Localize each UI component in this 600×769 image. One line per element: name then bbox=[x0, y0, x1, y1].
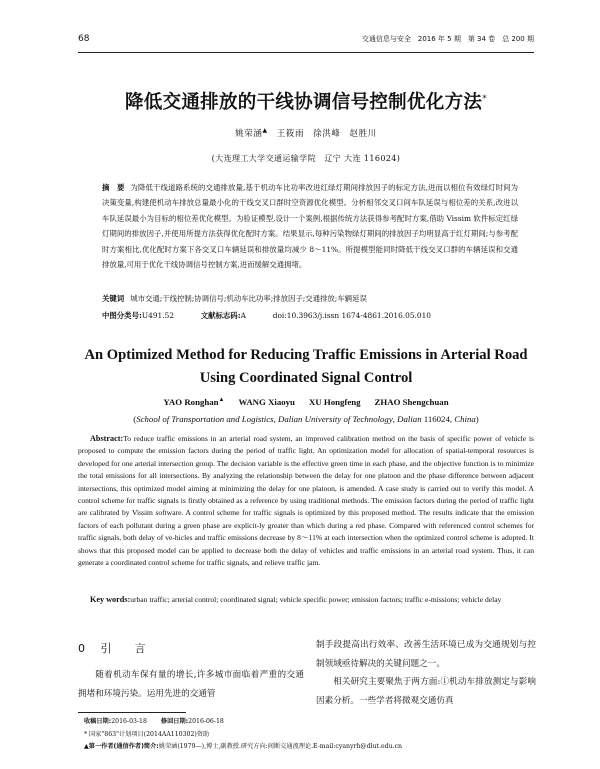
abstract-chinese bbox=[102, 180, 518, 272]
doi-value: 10.3963/j.issn 1674-4861.2016.05.010 bbox=[286, 311, 431, 320]
intro-paragraph-1: 随着机动车保有量的增长,许多城市面临着严重的交通拥堵和环境污染。运用先进的交通管 bbox=[78, 670, 304, 699]
body-column-right bbox=[316, 636, 536, 710]
keywords-text-cn: 城市交通;干线控制;协调信号;机动车比功率;排放因子;交通排放;车辆延误 bbox=[130, 294, 367, 303]
other-authors-cn: 王筱雨 徐洪峰 赵胜川 bbox=[267, 129, 377, 139]
section-number: 0 bbox=[78, 642, 91, 655]
title-footnote-mark: * bbox=[482, 93, 487, 104]
abstract-english bbox=[78, 433, 534, 569]
funding-note: * 国家"863"计划项目(2014AA110302)资助 bbox=[84, 730, 210, 738]
journal-info: 交通信息与安全 2016 年 5 期 第 34 卷 总 200 期 bbox=[361, 35, 534, 43]
first-author-en: YAO Ronghan bbox=[163, 397, 219, 407]
corresponding-mark: ▲ bbox=[262, 127, 268, 135]
title-chinese bbox=[78, 88, 534, 114]
aff-paren-open: ( bbox=[133, 414, 137, 424]
author-bio-text: 姚荣涵(1979—),博士,副教授.研究方向:间断交通流理论.E-mail:cyanyrh@dlut.edu.cn bbox=[158, 743, 403, 750]
corresponding-mark-en: ▲ bbox=[218, 397, 225, 404]
intro-paragraph-2: 相关研究主要聚焦于两方面:①机动车排放测定与影响因素分析。一些学者将微观交通仿真 bbox=[316, 677, 536, 706]
keywords-label-cn: 关键词 bbox=[102, 294, 125, 303]
document-code-label: 文献标志码: bbox=[200, 311, 241, 320]
document-code-value: A bbox=[240, 311, 246, 320]
aff-university: Dalian University of Technology bbox=[277, 414, 393, 424]
abstract-label-en: Abstract: bbox=[90, 434, 124, 443]
header-rule bbox=[78, 52, 534, 53]
running-header bbox=[78, 34, 534, 48]
aff-paren-close: ) bbox=[475, 414, 479, 424]
author-bio bbox=[84, 741, 534, 754]
aff-school: School of Transportation and Logistics bbox=[136, 414, 274, 424]
doi-label: doi: bbox=[272, 311, 287, 320]
fourth-author-en: ZHAO Shengchuan bbox=[374, 397, 449, 407]
authors-english bbox=[78, 397, 534, 407]
authors-chinese bbox=[78, 127, 534, 139]
aff-postcode: 116024, bbox=[421, 414, 455, 424]
clc-value: U491.52 bbox=[141, 311, 175, 320]
aff-city: Dalian bbox=[397, 414, 422, 424]
second-author-en: WANG Xiaoyu bbox=[238, 397, 295, 407]
aff-sep-1: , bbox=[273, 414, 278, 424]
keywords-label-en: Key words: bbox=[90, 595, 131, 604]
section-title: 引 言 bbox=[100, 642, 152, 655]
received-label: 收稿日期: bbox=[84, 718, 112, 725]
footnote-rule bbox=[78, 712, 186, 713]
section-heading bbox=[78, 640, 304, 656]
keywords-chinese bbox=[102, 293, 518, 304]
title-english: An Optimized Method for Reducing Traffic Emissions in Arterial Road Using Coordinated Signal Control bbox=[84, 347, 528, 386]
affiliation-chinese: (大连理工大学交通运输学院 辽宁 大连 116024) bbox=[211, 154, 401, 163]
keywords-english bbox=[78, 594, 534, 606]
affiliation-english bbox=[78, 414, 534, 424]
keywords-text-en: urban traffic; arterial control; coordinated signal; vehicle specific power; emission factors; traffic e-missions; vehicle delay bbox=[130, 595, 502, 604]
body-column-left bbox=[78, 640, 304, 703]
author-bio-label: ▲第一作者(通信作者)简介: bbox=[84, 743, 159, 750]
classification-line bbox=[102, 310, 518, 321]
abstract-text-en: To reduce traffic emissions in an arterial road system, an improved calibration method on the basis of specific power of vehicle is proposed to compute the emission factors during the period of traffic light. An optimization model for allocation of spatial-temporal resources is developed for one arterial intersection group. The decision variable is the effective green time in each phase, and the objective function is to minimize the total emissions for all intersections. By analyzing the relationship between the delay for one platoon and the phase difference between adjacent intersections, this optimized model aiming at minimizing the delay for one platoon, is amended. A case study is carried out to verify this model. A control scheme for traffic signals is firstly obtained as a reference by using traditional methods. The emission factors during the period of traffic light are calibrated by Vissim software. A control scheme for traffic signals is optimized by this proposed method. The results indicate that the emission factors of each pollutant during a green phase are explicit-ly greater than which during a red phase. Compared with referenced control schemes for traffic signals, both delay of ve-hicles and traffic emissions decrease by 8～11% at each intersection when the optimized control scheme is adopted. It shows that this proposed model can be applied to decrease both the delay of vehicles and traffic emissions in an arterial road system. Thus, it can generate a coordinated control scheme for traffic signals, and relieve traffic jam. bbox=[78, 434, 534, 568]
abstract-text-cn: 为降低干线道路系统的交通排放量,基于机动车比功率改进红绿灯期间排放因子的标定方法,进而以相位有效绿灯时间为决策变量,构建使机动车排放总量最小化的干线交叉口群时空资源优化模型。分析相邻交叉口间车队延误与相位差的关系,改进以车队延误最小为目标的相位差优化模型。为验证模型,设计一个案例,根据传统方法获得参考配时方案,借助 Vissim 软件标定红绿灯期间的排放因子,并使用所提方法获得优化配时方案。结果显示,每种污染物绿灯期间的排放因子均明显高于红灯期间;与参考配时方案相比,优化配时方案下各交叉口车辆延误和排放量均减少 8～11%。所提模型能同时降低干线交叉口群的车辆延误和交通排放量,可用于优化干线协调信号控制方案,进而缓解交通拥堵。 bbox=[102, 183, 518, 270]
aff-country: China bbox=[454, 414, 476, 424]
aff-sep-2: , bbox=[392, 414, 398, 424]
footnotes bbox=[84, 716, 534, 754]
intro-paragraph-1-continued: 制手段提高出行效率、改善生活环境已成为交通规划与控制领域亟待解决的关键问题之一。 bbox=[316, 640, 536, 669]
revised-date: 2016-06-18 bbox=[188, 718, 224, 725]
revised-label: 修回日期: bbox=[160, 718, 189, 725]
third-author-en: XU Hongfeng bbox=[308, 397, 361, 407]
first-author-cn: 姚荣涵 bbox=[235, 129, 263, 139]
date-line bbox=[84, 716, 534, 729]
abstract-label-cn: 摘 要 bbox=[102, 183, 125, 192]
clc-label: 中图分类号: bbox=[102, 311, 142, 320]
title-chinese-text: 降低交通排放的干线协调信号控制优化方法 bbox=[124, 92, 483, 113]
page-number: 68 bbox=[78, 34, 90, 44]
received-date: 2016-03-18 bbox=[111, 718, 147, 725]
